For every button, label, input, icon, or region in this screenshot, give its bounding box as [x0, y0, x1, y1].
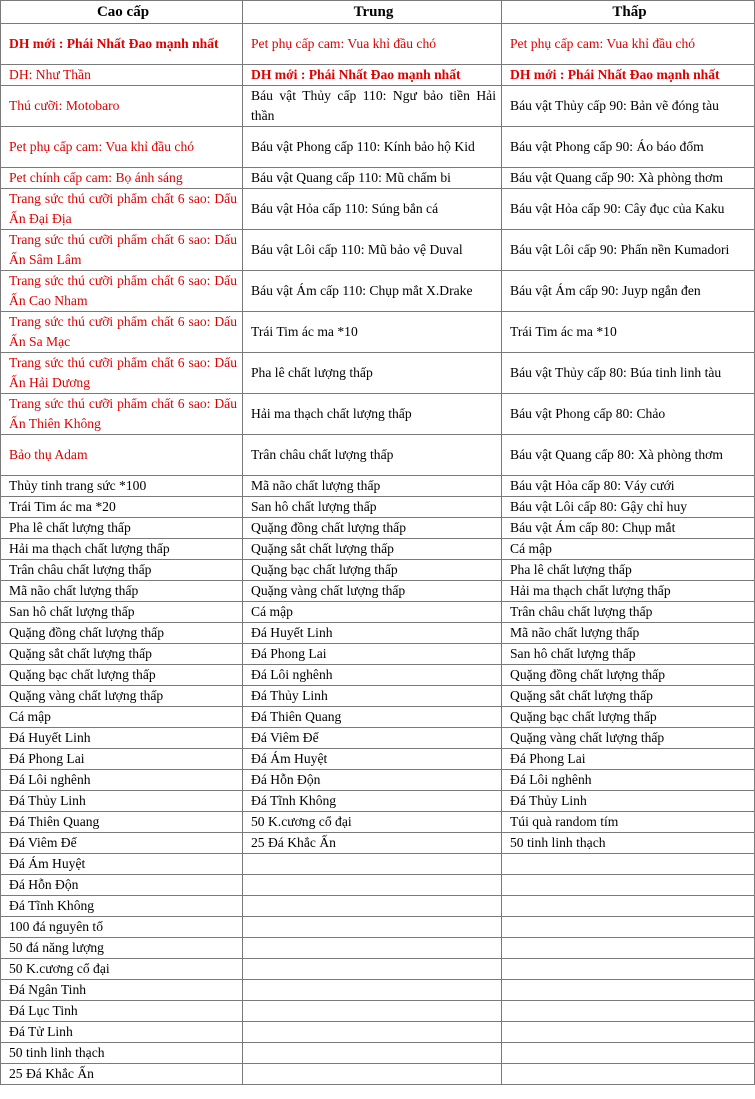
cell-cao-cap: Trang sức thú cưỡi phẩm chất 6 sao: Dấu Ấn Thiên Không	[1, 394, 243, 435]
table-row	[1, 271, 755, 312]
cell-thap: Quặng đồng chất lượng thấp	[502, 665, 755, 686]
cell-cao-cap: Trang sức thú cưỡi phẩm chất 6 sao: Dấu Ấn Sa Mạc	[1, 312, 243, 353]
table-row	[1, 980, 755, 1001]
cell-cao-cap: Đá Tử Linh	[1, 1022, 243, 1043]
cell-cao-cap: Cá mập	[1, 707, 243, 728]
cell-thap: Cá mập	[502, 539, 755, 560]
cell-trung: Báu vật Quang cấp 110: Mũ chấm bi	[243, 168, 502, 189]
table-row	[1, 623, 755, 644]
cell-thap: Pet phụ cấp cam: Vua khỉ đầu chó	[502, 24, 755, 65]
table-row	[1, 917, 755, 938]
cell-cao-cap: 50 K.cương cổ đại	[1, 959, 243, 980]
cell-cao-cap: Hải ma thạch chất lượng thấp	[1, 539, 243, 560]
cell-trung: Quặng sắt chất lượng thấp	[243, 539, 502, 560]
cell-trung	[243, 1001, 502, 1022]
cell-thap: Báu vật Phong cấp 80: Chảo	[502, 394, 755, 435]
cell-trung: Mã não chất lượng thấp	[243, 476, 502, 497]
cell-trung: Đá Lôi nghênh	[243, 665, 502, 686]
cell-trung	[243, 980, 502, 1001]
cell-thap: Báu vật Lôi cấp 80: Gậy chỉ huy	[502, 497, 755, 518]
cell-trung: Báu vật Hỏa cấp 110: Súng bắn cá	[243, 189, 502, 230]
cell-trung: Pet phụ cấp cam: Vua khỉ đầu chó	[243, 24, 502, 65]
cell-thap	[502, 959, 755, 980]
cell-cao-cap: 50 đá năng lượng	[1, 938, 243, 959]
cell-cao-cap: Đá Thiên Quang	[1, 812, 243, 833]
table-row	[1, 230, 755, 271]
cell-trung: Đá Thiên Quang	[243, 707, 502, 728]
table-row	[1, 127, 755, 168]
table-row	[1, 812, 755, 833]
cell-cao-cap: San hô chất lượng thấp	[1, 602, 243, 623]
cell-trung: Pha lê chất lượng thấp	[243, 353, 502, 394]
cell-cao-cap: Quặng đồng chất lượng thấp	[1, 623, 243, 644]
cell-cao-cap: Đá Huyết Linh	[1, 728, 243, 749]
cell-cao-cap: Đá Thủy Linh	[1, 791, 243, 812]
cell-thap: Quặng sắt chất lượng thấp	[502, 686, 755, 707]
cell-cao-cap: Trang sức thú cưỡi phẩm chất 6 sao: Dấu Ấn Đại Địa	[1, 189, 243, 230]
table-row	[1, 896, 755, 917]
cell-cao-cap: DH: Như Thần	[1, 65, 243, 86]
cell-thap: Báu vật Lôi cấp 90: Phấn nền Kumadori	[502, 230, 755, 271]
cell-cao-cap: 50 tinh linh thạch	[1, 1043, 243, 1064]
cell-trung	[243, 1064, 502, 1085]
cell-cao-cap: Trái Tim ác ma *20	[1, 497, 243, 518]
cell-thap	[502, 854, 755, 875]
cell-thap	[502, 938, 755, 959]
table-row	[1, 938, 755, 959]
cell-thap: Trân châu chất lượng thấp	[502, 602, 755, 623]
cell-cao-cap: Pet phụ cấp cam: Vua khỉ đầu chó	[1, 127, 243, 168]
cell-thap	[502, 1043, 755, 1064]
table-row	[1, 353, 755, 394]
table-row	[1, 959, 755, 980]
cell-trung	[243, 1043, 502, 1064]
table-row	[1, 476, 755, 497]
cell-thap: Hải ma thạch chất lượng thấp	[502, 581, 755, 602]
cell-trung: Trân châu chất lượng thấp	[243, 435, 502, 476]
cell-trung: Quặng đồng chất lượng thấp	[243, 518, 502, 539]
table-row	[1, 1064, 755, 1085]
table-row	[1, 602, 755, 623]
cell-trung: San hô chất lượng thấp	[243, 497, 502, 518]
cell-thap: Báu vật Quang cấp 80: Xà phòng thơm	[502, 435, 755, 476]
table-row	[1, 86, 755, 127]
table-row	[1, 707, 755, 728]
cell-trung: 25 Đá Khắc Ấn	[243, 833, 502, 854]
cell-trung: Cá mập	[243, 602, 502, 623]
cell-thap	[502, 875, 755, 896]
cell-trung	[243, 938, 502, 959]
table-row	[1, 1001, 755, 1022]
cell-trung: Đá Viêm Đế	[243, 728, 502, 749]
cell-cao-cap: Đá Phong Lai	[1, 749, 243, 770]
cell-cao-cap: 100 đá nguyên tố	[1, 917, 243, 938]
cell-thap: Quặng bạc chất lượng thấp	[502, 707, 755, 728]
cell-cao-cap: Trang sức thú cưỡi phẩm chất 6 sao: Dấu Ấn Hải Dương	[1, 353, 243, 394]
cell-thap: Pha lê chất lượng thấp	[502, 560, 755, 581]
table-row	[1, 394, 755, 435]
cell-thap: Quặng vàng chất lượng thấp	[502, 728, 755, 749]
cell-thap	[502, 1064, 755, 1085]
table-row	[1, 560, 755, 581]
cell-trung	[243, 1022, 502, 1043]
cell-trung	[243, 917, 502, 938]
cell-thap: Báu vật Ám cấp 80: Chụp mắt	[502, 518, 755, 539]
table-row	[1, 65, 755, 86]
table-row	[1, 665, 755, 686]
table-row	[1, 728, 755, 749]
table-row	[1, 644, 755, 665]
cell-thap	[502, 1022, 755, 1043]
cell-cao-cap: Quặng sắt chất lượng thấp	[1, 644, 243, 665]
table-row	[1, 749, 755, 770]
cell-trung: Báu vật Ám cấp 110: Chụp mắt X.Drake	[243, 271, 502, 312]
cell-cao-cap: Quặng vàng chất lượng thấp	[1, 686, 243, 707]
table-row	[1, 497, 755, 518]
cell-thap: Báu vật Hỏa cấp 90: Cây đục của Kaku	[502, 189, 755, 230]
cell-trung: Báu vật Lôi cấp 110: Mũ bảo vệ Duval	[243, 230, 502, 271]
cell-thap: Báu vật Hỏa cấp 80: Váy cưới	[502, 476, 755, 497]
cell-cao-cap: Đá Lục Tinh	[1, 1001, 243, 1022]
cell-cao-cap: Bảo thụ Adam	[1, 435, 243, 476]
cell-cao-cap: 25 Đá Khắc Ấn	[1, 1064, 243, 1085]
table-row	[1, 770, 755, 791]
cell-cao-cap: Pet chính cấp cam: Bọ ánh sáng	[1, 168, 243, 189]
cell-cao-cap: Đá Ám Huyệt	[1, 854, 243, 875]
cell-trung	[243, 875, 502, 896]
cell-cao-cap: Đá Viêm Đế	[1, 833, 243, 854]
cell-trung: Đá Huyết Linh	[243, 623, 502, 644]
cell-trung: Đá Hỗn Độn	[243, 770, 502, 791]
cell-cao-cap: Trang sức thú cưỡi phẩm chất 6 sao: Dấu Ấn Sâm Lâm	[1, 230, 243, 271]
cell-trung: Trái Tim ác ma *10	[243, 312, 502, 353]
cell-cao-cap: Trân châu chất lượng thấp	[1, 560, 243, 581]
cell-trung	[243, 896, 502, 917]
table-row	[1, 168, 755, 189]
cell-trung: 50 K.cương cổ đại	[243, 812, 502, 833]
table-row	[1, 581, 755, 602]
table-row	[1, 791, 755, 812]
table-row	[1, 686, 755, 707]
cell-thap: Báu vật Thủy cấp 80: Búa tinh linh tàu	[502, 353, 755, 394]
cell-cao-cap: Đá Tĩnh Không	[1, 896, 243, 917]
cell-trung: Báu vật Thủy cấp 110: Ngư bảo tiền Hải thần	[243, 86, 502, 127]
cell-thap: Báu vật Thủy cấp 90: Bản vẽ đóng tàu	[502, 86, 755, 127]
cell-cao-cap: Mã não chất lượng thấp	[1, 581, 243, 602]
cell-thap: Trái Tim ác ma *10	[502, 312, 755, 353]
cell-trung: Đá Ám Huyệt	[243, 749, 502, 770]
table-row	[1, 1043, 755, 1064]
cell-thap: Báu vật Phong cấp 90: Áo báo đốm	[502, 127, 755, 168]
cell-thap: 50 tinh linh thạch	[502, 833, 755, 854]
cell-trung: Đá Phong Lai	[243, 644, 502, 665]
cell-cao-cap: Thủy tinh trang sức *100	[1, 476, 243, 497]
cell-trung: Hải ma thạch chất lượng thấp	[243, 394, 502, 435]
cell-trung: Quặng vàng chất lượng thấp	[243, 581, 502, 602]
cell-thap: DH mới : Phái Nhất Đao mạnh nhất	[502, 65, 755, 86]
header-cao-cap: Cao cấp	[1, 1, 243, 24]
cell-cao-cap: Đá Ngân Tinh	[1, 980, 243, 1001]
cell-thap: Báu vật Quang cấp 90: Xà phòng thơm	[502, 168, 755, 189]
table-row	[1, 539, 755, 560]
cell-trung: Báu vật Phong cấp 110: Kính bảo hộ Kid	[243, 127, 502, 168]
table-row	[1, 854, 755, 875]
table-row	[1, 1022, 755, 1043]
cell-thap: Mã não chất lượng thấp	[502, 623, 755, 644]
table-row	[1, 518, 755, 539]
cell-trung: DH mới : Phái Nhất Đao mạnh nhất	[243, 65, 502, 86]
cell-cao-cap: Đá Hỗn Độn	[1, 875, 243, 896]
cell-thap: San hô chất lượng thấp	[502, 644, 755, 665]
cell-thap: Đá Phong Lai	[502, 749, 755, 770]
cell-trung	[243, 959, 502, 980]
cell-trung: Đá Tĩnh Không	[243, 791, 502, 812]
cell-trung: Đá Thủy Linh	[243, 686, 502, 707]
cell-cao-cap: Quặng bạc chất lượng thấp	[1, 665, 243, 686]
cell-thap: Túi quà random tím	[502, 812, 755, 833]
table-row	[1, 189, 755, 230]
header-trung: Trung	[243, 1, 502, 24]
cell-cao-cap: Trang sức thú cưỡi phẩm chất 6 sao: Dấu Ấn Cao Nham	[1, 271, 243, 312]
table-row	[1, 24, 755, 65]
table-row	[1, 875, 755, 896]
cell-cao-cap: Pha lê chất lượng thấp	[1, 518, 243, 539]
table-row	[1, 833, 755, 854]
cell-thap	[502, 1001, 755, 1022]
cell-thap	[502, 896, 755, 917]
header-row	[1, 1, 755, 24]
cell-thap: Báu vật Ám cấp 90: Juyp ngắn đen	[502, 271, 755, 312]
cell-trung	[243, 854, 502, 875]
table-body	[1, 24, 755, 1085]
cell-thap: Đá Thủy Linh	[502, 791, 755, 812]
cell-trung: Quặng bạc chất lượng thấp	[243, 560, 502, 581]
header-thap: Thấp	[502, 1, 755, 24]
table-row	[1, 312, 755, 353]
cell-cao-cap: DH mới : Phái Nhất Đao mạnh nhất	[1, 24, 243, 65]
cell-thap	[502, 980, 755, 1001]
cell-thap	[502, 917, 755, 938]
cell-thap: Đá Lôi nghênh	[502, 770, 755, 791]
table-row	[1, 435, 755, 476]
cell-cao-cap: Thú cưỡi: Motobaro	[1, 86, 243, 127]
cell-cao-cap: Đá Lôi nghênh	[1, 770, 243, 791]
